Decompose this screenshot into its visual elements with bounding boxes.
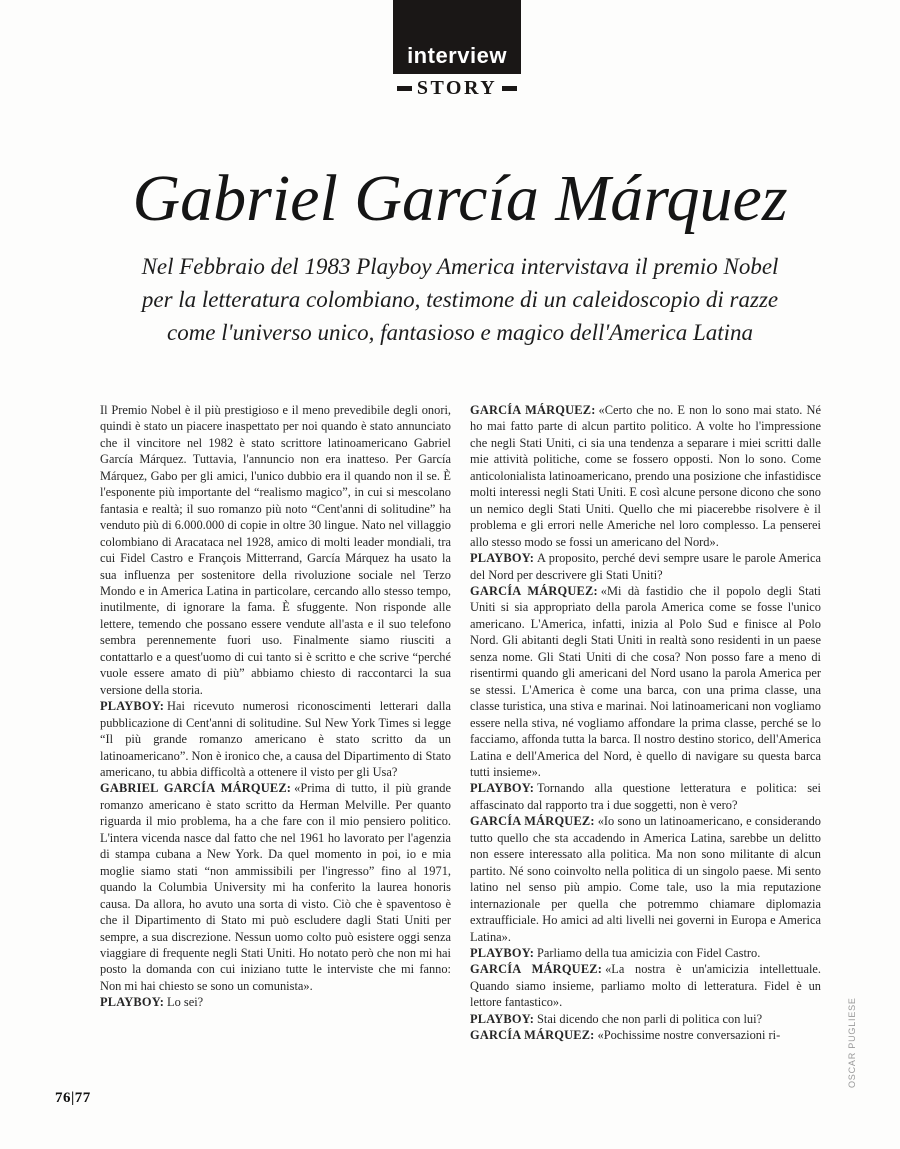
- speaker-label: PLAYBOY:: [470, 781, 535, 796]
- story-label-row: [393, 77, 521, 100]
- qa-paragraph: [470, 813, 821, 945]
- paragraph-text: «La nostra è un'amicizia intellettuale. Quando siamo insieme, parliamo molto di letteratura. Fidel è un lettore fantastico».: [470, 962, 821, 1010]
- speaker-label: PLAYBOY:: [100, 995, 165, 1010]
- article-body: [100, 402, 821, 1044]
- qa-paragraph: [470, 550, 821, 583]
- qa-paragraph: [100, 698, 451, 780]
- paragraph-text: Hai ricevuto numerosi riconoscimenti letterari dalla pubblicazione di Cent'anni di solitudine. Sul New York Times si legge “Il più grande romanzo americano è stato scritto da un latinoamericano”. Non è ironico che, a causa del Dipartimento di Stato americano, tu abbia difficoltà a ottenere il visto per gli Usa?: [100, 699, 451, 779]
- intro-paragraph: [100, 402, 451, 698]
- left-column: [100, 402, 451, 1044]
- article-headline: Gabriel García Márquez: [132, 162, 788, 235]
- standfirst: [30, 250, 890, 349]
- right-column: [470, 402, 821, 1044]
- dash-decoration-right: [502, 86, 517, 91]
- paragraph-text: Tornando alla questione letteratura e politica: sei affascinato dal rapporto tra i due soggetti, non è vero?: [470, 781, 821, 812]
- paragraph-text: «Prima di tutto, il più grande romanzo americano è stato scritto da Herman Melville. Per quanto riguarda il mio problema, ha a che fare con il mio pensiero politico. L'intera vicenda nasce dal fatto che nel 1961 ho lavorato per l'agenzia di stampa cubana a New York. Da quel momento in poi, io e mia moglie siamo stati “non ammissibili per l'ingresso” fino al 1971, quando la Columbia University mi ha conferito la laurea honoris causa. Da allora, ho avuto una sorta di visto. Ciò che è spaventoso è che il Dipartimento di Stato mi può escludere dagli Stati Uniti per sempre, a sua discrezione. Nessun uomo colto può esistere oggi senza viaggiare di frequente negli Stati Uniti. Ho notato però che non mi hai posto la domanda con cui iniziano tutte le interviste che mi fanno: Non mi hai chiesto se sono un comunista».: [100, 781, 451, 993]
- speaker-label: GARCÍA MÁRQUEZ:: [470, 403, 596, 417]
- qa-paragraph: [470, 583, 821, 780]
- paragraph-text: «Pochissime nostre conversazioni ri-: [597, 1028, 781, 1043]
- qa-paragraph: [470, 961, 821, 1010]
- paragraph-text: A proposito, perché devi sempre usare le parole America del Nord per descrivere gli Stati Uniti?: [470, 551, 821, 582]
- speaker-label: PLAYBOY:: [470, 945, 535, 960]
- qa-paragraph: [470, 780, 821, 813]
- story-label: STORY: [416, 77, 498, 99]
- paragraph-text: «Certo che no. E non lo sono mai stato. Né ho mai fatto parte di alcun partito politico. A volte ho l'impressione che negli Stati Uniti, ci sia una tendenza a separare i miei scritti dalle mie attività politiche, come se fossero opposti. Non lo sono. Come anticolonialista latinoamericano, prendo una posizione che infastidisce molti interessi negli Stati Uniti. E così alcune persone dicono che sono un nemico degli Stati Uniti. Quello che mi piacerebbe risolvere è il problema e gli errori nelle Americhe nel loro complesso. La penserei allo stesso modo se fossi un americano del Nord».: [470, 403, 821, 549]
- dash-decoration-left: [397, 86, 412, 91]
- speaker-label: PLAYBOY:: [470, 551, 535, 566]
- paragraph-text: «Io sono un latinoamericano, e considerando tutto quello che sta accadendo in America Latina, sarebbe un delitto non essere interessato alla politica. Ma non sono militante di alcun partito. Né sono coinvolto nella politica di un singolo paese. Mi sento latino nel senso più ampio. Come tale, uso la mia reputazione internazionale per quella che potremmo chiamare diplomazia extraufficiale. Ho amici ad alti livelli nei governi in Europa e America Latina».: [470, 814, 821, 944]
- standfirst-line: Nel Febbraio del 1983 Playboy America intervistava il premio Nobel: [141, 254, 779, 279]
- qa-paragraph: [470, 1011, 821, 1027]
- badge-title: interview: [407, 43, 507, 68]
- paragraph-text: Parliamo della tua amicizia con Fidel Castro.: [537, 945, 761, 960]
- speaker-label: GARCÍA MÁRQUEZ:: [470, 1028, 595, 1043]
- paragraph-text: Lo sei?: [167, 995, 204, 1010]
- speaker-label: GARCÍA MÁRQUEZ:: [470, 814, 595, 829]
- standfirst-line: per la letteratura colombiano, testimone di un caleidoscopio di razze: [141, 287, 779, 312]
- paragraph-text: «Mi dà fastidio che il popolo degli Stati Uniti si sia appropriato della parola America come se fosse l'unico americano. L'America, infatti, inizia al Polo Sud e finisce al Polo Nord. Gli abitanti degli Stati Uniti in realtà sono residenti in un paese senza nome. Gli Stati Uniti di che cosa? Non posso fare a meno di risentirmi quando gli americani del Nord usano la parola America per se stessi. L'America è come una barca, con una prima classe, una classe turistica, una stiva e marinai. Noi latinoamericani non vogliamo essere nella stiva, né vogliamo affondare la prima classe, perché se lo facciamo, affonda tutta la barca. Il nostro destino storico, dell'America Latina e dell'America del Nord, è quello di navigare su questa barca tutti insieme».: [470, 583, 821, 779]
- speaker-label: PLAYBOY:: [100, 699, 165, 714]
- side-credit: OSCAR PUGLIESE: [847, 997, 857, 1088]
- speaker-label: PLAYBOY:: [470, 1011, 535, 1026]
- standfirst-line: come l'universo unico, fantasioso e magico dell'America Latina: [166, 320, 754, 345]
- qa-paragraph: [100, 994, 451, 1010]
- qa-paragraph: [100, 780, 451, 994]
- page-numbers: 76|77: [55, 1090, 91, 1106]
- paragraph-text: Stai dicendo che non parli di politica con lui?: [537, 1011, 763, 1026]
- interview-badge: [393, 0, 521, 74]
- speaker-label: GARCÍA MÁRQUEZ:: [470, 962, 603, 977]
- qa-paragraph: [470, 945, 821, 961]
- qa-paragraph: [470, 402, 821, 550]
- speaker-label: GARCÍA MÁRQUEZ:: [470, 583, 598, 598]
- speaker-label: GABRIEL GARCÍA MÁRQUEZ:: [100, 781, 292, 796]
- paragraph-text: Il Premio Nobel è il più prestigioso e il meno prevedibile degli onori, quindi è stato un piacere inaspettato per noi quando è stato annunciato che il vincitore nel 1982 è stato scrittore latinoamericano Gabriel García Márquez. Tuttavia, l'annuncio non era inatteso. Per García Márquez, Gabo per gli amici, l'unico dubbio era il quando non il se. È l'esponente più importante del “realismo magico”, in cui si mescolano fantasia e realtà; il suo romanzo più noto “Cent'anni di solitudine” ha venduto più di 6.000.000 di copie in oltre 30 lingue. Nato nel villaggio colombiano di Aracataca nel 1928, amico di molti leader mondiali, tra cui Fidel Castro e François Mitterrand, García Márquez ha usato la sua influenza per sostenitore della rivoluzione sociale nel Terzo Mondo e in America Latina in particolare, cercando allo stesso tempo, inutilmente, di ignorare la fama. È sfuggente. Non risponde alle lettere, temendo che possano essere vendute all'asta e il suo telefono sembra perennemente fuori uso. Finalmente siamo riusciti a contattarlo e a quest'uomo di cui tanto si è scritto e che scrive “perché vuole essere amato di più” abbiamo chiesto di raccontarci la sua versione della storia.: [100, 403, 451, 697]
- qa-paragraph: [470, 1027, 821, 1043]
